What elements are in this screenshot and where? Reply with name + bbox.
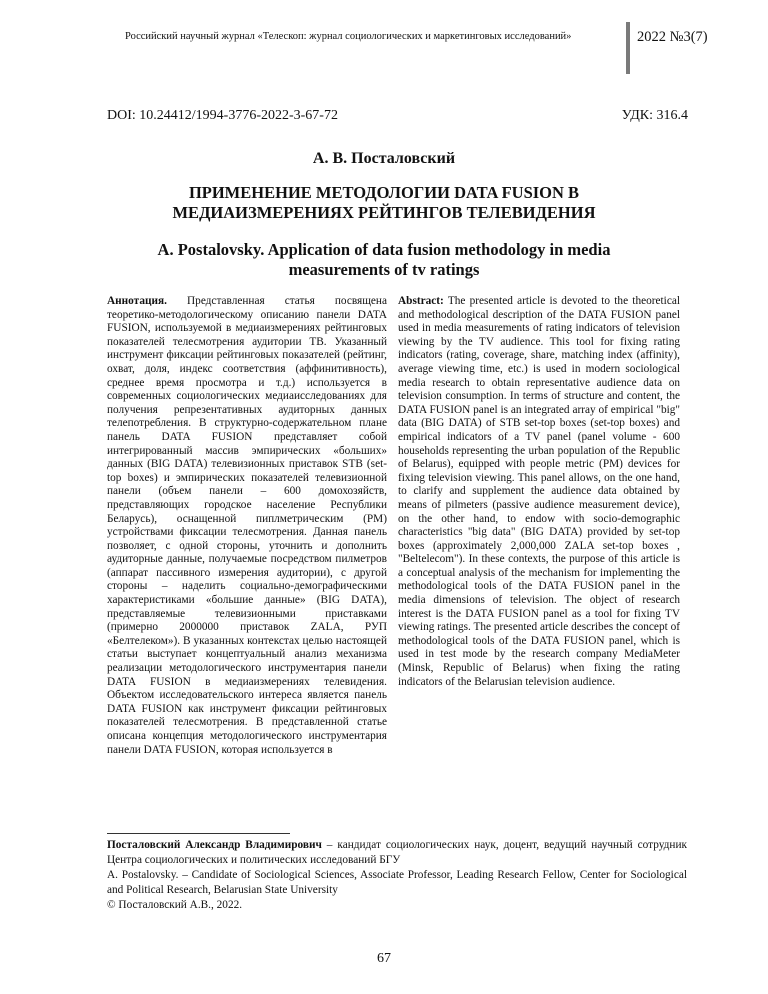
journal-header: Российский научный журнал «Телескоп: журнал социологических и маркетинговых исследований»	[125, 31, 572, 42]
footnote	[107, 838, 687, 913]
header-divider	[626, 22, 630, 74]
doi: DOI: 10.24412/1994-3776-2022-3-67-72	[107, 108, 338, 123]
footnote-author-en: A. Postalovsky. – Candidate of Sociological Sciences, Associate Professor, Leading Research Fellow, Center for Sociological and Political Research, Belarusian State University	[107, 869, 687, 896]
udk-code: УДК: 316.4	[621, 108, 688, 123]
copyright: © Посталовский А.В., 2022.	[107, 899, 243, 911]
footnote-divider	[107, 833, 290, 834]
title-russian: ПРИМЕНЕНИЕ МЕТОДОЛОГИИ DATA FUSION В МЕДИАИЗМЕРЕНИЯХ РЕЙТИНГОВ ТЕЛЕВИДЕНИЯ	[172, 183, 596, 222]
abstract-english	[398, 295, 680, 689]
abstract-en-label: Abstract:	[398, 295, 444, 307]
issue-label: 2022 №3(7)	[637, 29, 708, 45]
footnote-author-ru-details: – кандидат социологических наук, доцент, ведущий научный сотрудник Центра социологических и политических исследований БГУ	[107, 839, 687, 866]
footnote-author-name: Посталовский Александр Владимирович	[107, 839, 322, 851]
author-name: А. В. Посталовский	[312, 150, 456, 167]
abstract-ru-text: Представленная статья посвящена теоретико-методологическому описанию панели DATA FUSION, используемой в медиаизмерениях рейтинговых показателей телесмотрения аудитории ТВ. Указанный инструмент фиксации рейтинговых показателей (рейтинг, охват, доля, индекс соответствия (аффинитивность), среднее время просмотра и т.д.) используется в современных социологических медиаисследованиях для получения репрезентативных аудиторных данных телепотребления. В структурно-содержательном плане панель DATA FUSION представляет собой интегрированный массив эмпирических «больших» данных (BIG DATA) телевизионных приставок STB (set-top boxes) и эмпирических показателей телевизионной панели (объем панели – 600 домохозяйств, представляющих городское население Республики Беларусь), оснащенной пиплметрическим (PM) устройствами фиксации телесмотрения. Данная панель позволяет, с одной стороны, уточнить и дополнить аудиторные данные, получаемые посредством пилметров (аппарат пассивного измерения аудитории), с другой стороны – наделить социально-демографическими характеристиками «большие данные» (BIG DATA), представляемые телевизионными приставками (примерно 2000000 приставок ZALA, РУП «Белтелеком»). В указанных контекстах целью настоящей статьи выступает концептуальный анализ механизма реализации методологического инструментария панели DATA FUSION в медиаизмерениях телевидения. Объектом исследовательского интереса является панель DATA FUSION как инструмент фиксации рейтинговых показателей телесмотрения. В представленной статье описана концепция методологического инструментария панели DATA FUSION, которая используется в	[107, 295, 387, 756]
abstract-russian	[107, 295, 387, 757]
abstract-en-text: The presented article is devoted to the theoretical and methodological description of the DATA FUSION panel used in media measurements of rating indicators of television viewing by the TV audience. This tool for fixing rating indicators (rating, coverage, share, matching index (affinity), average viewing time, etc.) is used in modern sociological media research to obtain representative audience data on television consumption. In terms of structure and content, the DATA FUSION panel is an integrated array of empirical "big" data (BIG DATA) of STB set-top boxes (set-top boxes) and empirical indicators of a TV panel (panel volume - 600 households representing the urban population of the Republic of Belarus), equipped with people metric (PM) devices for fixing television viewing. This panel allows, on the one hand, to clarify and supplement the audience data obtained by means of pilmeters (passive audience measurement device), on the other hand, to endow with socio-demographic characteristics "big data" (BIG DATA) provided by set-top boxes (approximately 2,000,000 ZALA set-top boxes , "Beltelecom"). In these contexts, the purpose of this article is a conceptual analysis of the mechanism for implementing the methodological tools of the DATA FUSION panel in the media dimensions of television. The object of research interest is the DATA FUSION panel as a tool for fixing TV viewing ratings. The presented article describes the concept of methodological tools of the DATA FUSION panel, which is used in test mode by the research company MediaMeter (Minsk, Republic of Belarus) when fixing the rating indicators of the Belarusian television audience.	[398, 295, 680, 688]
abstract-ru-label: Аннотация.	[107, 295, 167, 307]
footnote-author-ru	[107, 838, 687, 868]
page-number: 67	[377, 951, 391, 966]
title-english: A. Postalovsky. Application of data fusion methodology in media measurements of tv ratings	[157, 240, 611, 279]
